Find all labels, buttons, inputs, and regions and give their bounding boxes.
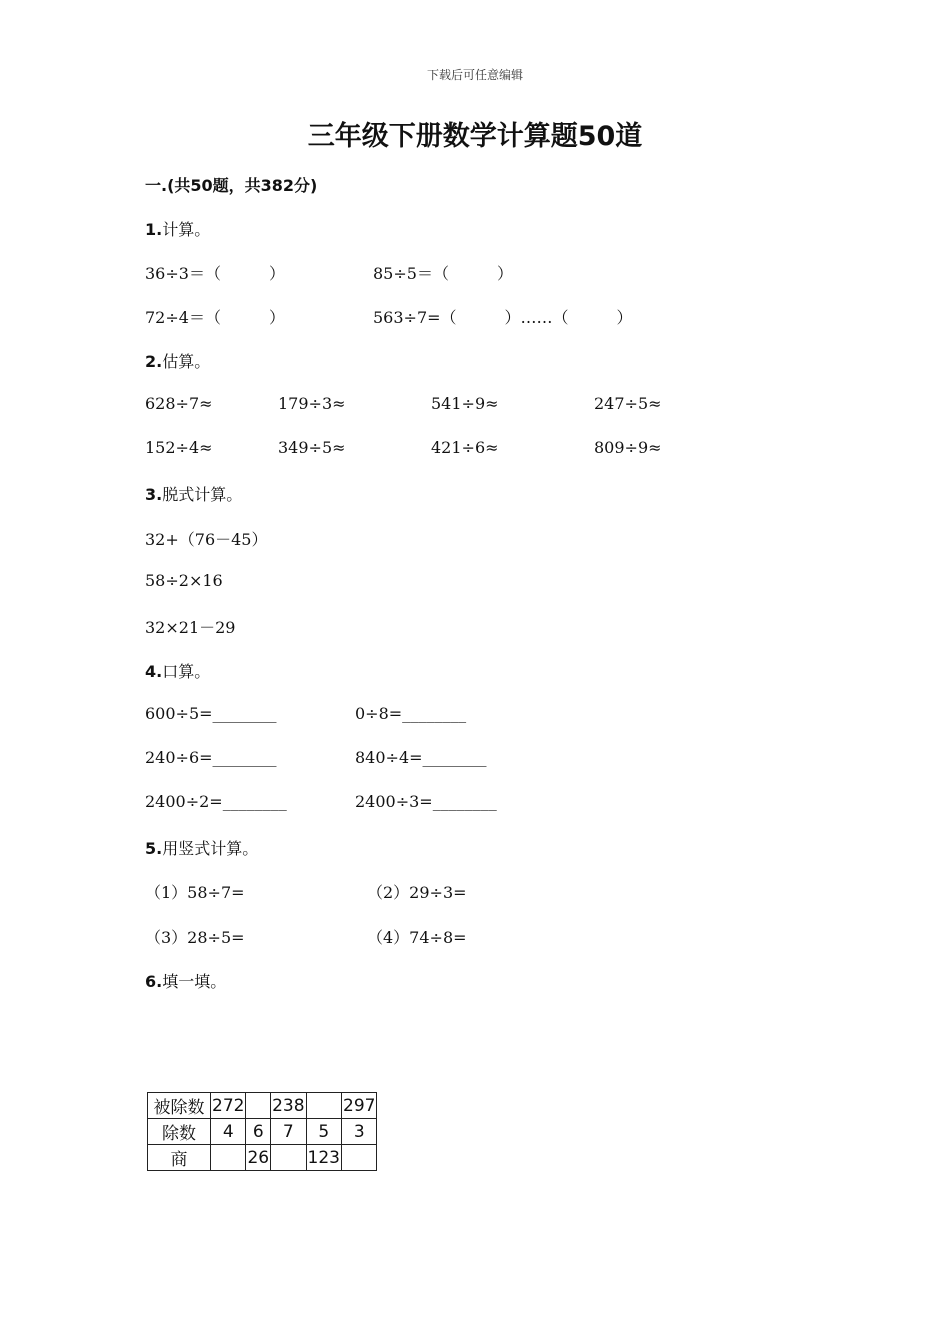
table-cell: 26 [246,1145,271,1171]
q4-item: 840÷4=________ [355,748,487,767]
question-6-heading [145,969,226,992]
question-label: 计算。 [162,220,211,239]
page-title: 三年级下册数学计算题50道 [307,121,643,152]
table-cell: 6 [246,1119,271,1145]
q1-item: 85÷5＝（ ） [373,264,513,283]
question-label: 填一填。 [162,972,227,991]
division-fill-table [147,1092,377,1171]
question-4-heading [145,659,210,682]
q5-item: （2）29÷3= [367,883,467,902]
q4-item: 600÷5=________ [145,704,277,723]
q2-item: 349÷5≈ [278,438,346,457]
q3-item: 32×21－29 [145,618,236,637]
table-row [148,1119,377,1145]
page-header: 下载后可任意编辑 [426,68,523,82]
question-number: 2. [145,352,163,371]
table-cell: 238 [271,1093,306,1119]
table-cell: 5 [306,1119,341,1145]
q1-item: 36÷3＝（ ） [145,264,285,283]
table-cell: 123 [306,1145,341,1171]
q5-item: （1）58÷7= [145,883,245,902]
q2-item: 541÷9≈ [431,394,499,413]
q2-item: 152÷4≈ [145,438,213,457]
table-cell [246,1093,271,1119]
question-1-heading [145,217,210,240]
q4-item: 0÷8=________ [355,704,467,723]
table-cell: 被除数 [148,1093,211,1119]
question-number: 1. [145,220,163,239]
q4-item: 2400÷2=________ [145,792,287,811]
q5-item: （3）28÷5= [145,928,245,947]
q4-item: 240÷6=________ [145,748,277,767]
table-cell: 3 [342,1119,377,1145]
table-row [148,1093,377,1119]
question-number: 3. [145,485,163,504]
table-cell [211,1145,246,1171]
q2-item: 809÷9≈ [594,438,662,457]
q1-item: 72÷4＝（ ） [145,308,285,327]
question-number: 6. [145,972,163,991]
q5-item: （4）74÷8= [367,928,467,947]
question-label: 估算。 [162,352,211,371]
table-cell [306,1093,341,1119]
table-cell: 4 [211,1119,246,1145]
q2-item: 421÷6≈ [431,438,499,457]
table-cell [342,1145,377,1171]
q4-item: 2400÷3=________ [355,792,497,811]
question-label: 用竖式计算。 [162,839,259,858]
question-label: 口算。 [162,662,211,681]
table-cell: 7 [271,1119,306,1145]
table-cell: 除数 [148,1119,211,1145]
q2-item: 179÷3≈ [278,394,346,413]
q3-item: 32+（76－45） [145,530,268,549]
question-number: 5. [145,839,163,858]
question-label: 脱式计算。 [162,485,243,504]
table-cell [271,1145,306,1171]
q2-item: 247÷5≈ [594,394,662,413]
table-cell: 297 [342,1093,377,1119]
section-heading: 一.(共50题，共382分) [145,176,318,195]
question-2-heading [145,349,210,372]
table-cell: 272 [211,1093,246,1119]
q3-item: 58÷2×16 [145,571,223,590]
question-number: 4. [145,662,163,681]
question-5-heading [145,836,258,859]
table-row [148,1145,377,1171]
q1-item: 563÷7=（ ）……（ ） [373,308,633,327]
question-3-heading [145,482,242,505]
q2-item: 628÷7≈ [145,394,213,413]
table-cell: 商 [148,1145,211,1171]
